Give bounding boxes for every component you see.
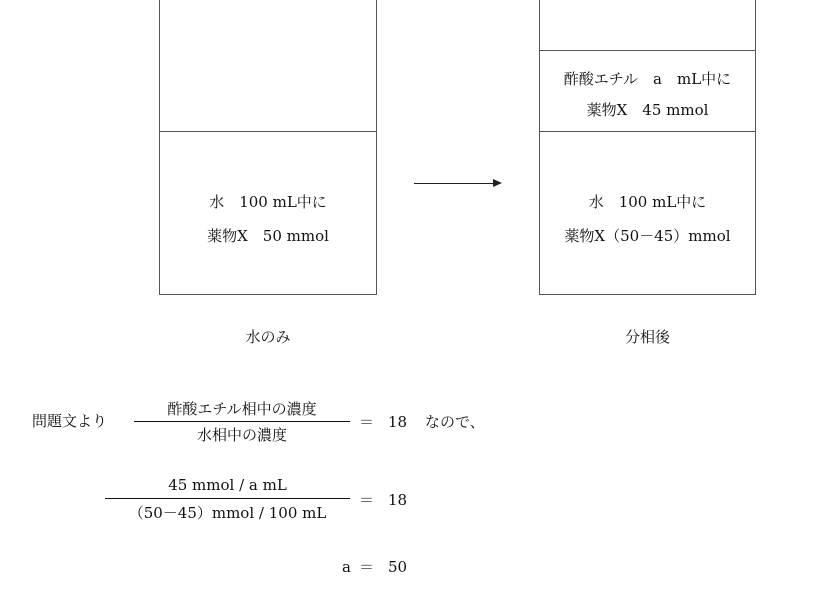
right-beaker-bottom [539, 294, 756, 295]
right-beaker-ethyl-surface [539, 50, 756, 51]
equation1-fraction-bar [134, 421, 350, 422]
right-beaker-left-wall [539, 0, 540, 295]
right-ethyl-text-line1: 酢酸エチル a mL中に [563, 70, 732, 88]
right-beaker-caption: 分相後 [624, 328, 670, 346]
left-beaker-water-surface [159, 131, 377, 132]
left-beaker-caption: 水のみ [245, 328, 291, 346]
equation2-equals: ＝ [359, 491, 375, 509]
equation1-value: 18 [388, 413, 408, 431]
arrow-shaft [414, 183, 494, 184]
left-beaker-right-wall [376, 0, 377, 295]
equation1-denominator: 水相中の濃度 [196, 426, 287, 444]
right-beaker-right-wall [755, 0, 756, 295]
right-beaker-phase-boundary [539, 131, 756, 132]
equation1-suffix: なので、 [425, 413, 485, 431]
left-beaker-left-wall [159, 0, 160, 295]
equation3-lhs: a [342, 558, 351, 576]
equation1-prefix: 問題文より [32, 412, 108, 430]
equation2-value: 18 [388, 491, 408, 509]
right-water-text-line2: 薬物X（50－45）mmol [564, 227, 731, 245]
left-beaker-bottom [159, 294, 377, 295]
left-water-text-line1: 水 100 mL中に [209, 193, 327, 211]
equation3-equals: ＝ [359, 558, 375, 576]
right-ethyl-text-line2: 薬物X 45 mmol [586, 101, 709, 119]
equation1-equals: ＝ [359, 413, 375, 431]
equation2-denominator: （50－45）mmol / 100 mL [128, 504, 327, 522]
arrow-head-icon [493, 179, 502, 187]
equation2-fraction-bar [105, 498, 350, 499]
right-water-text-line1: 水 100 mL中に [588, 193, 707, 211]
equation3-value: 50 [388, 558, 408, 576]
equation1-numerator: 酢酸エチル相中の濃度 [167, 400, 317, 418]
left-water-text-line2: 薬物X 50 mmol [207, 227, 329, 245]
equation2-numerator: 45 mmol / a mL [168, 476, 287, 494]
